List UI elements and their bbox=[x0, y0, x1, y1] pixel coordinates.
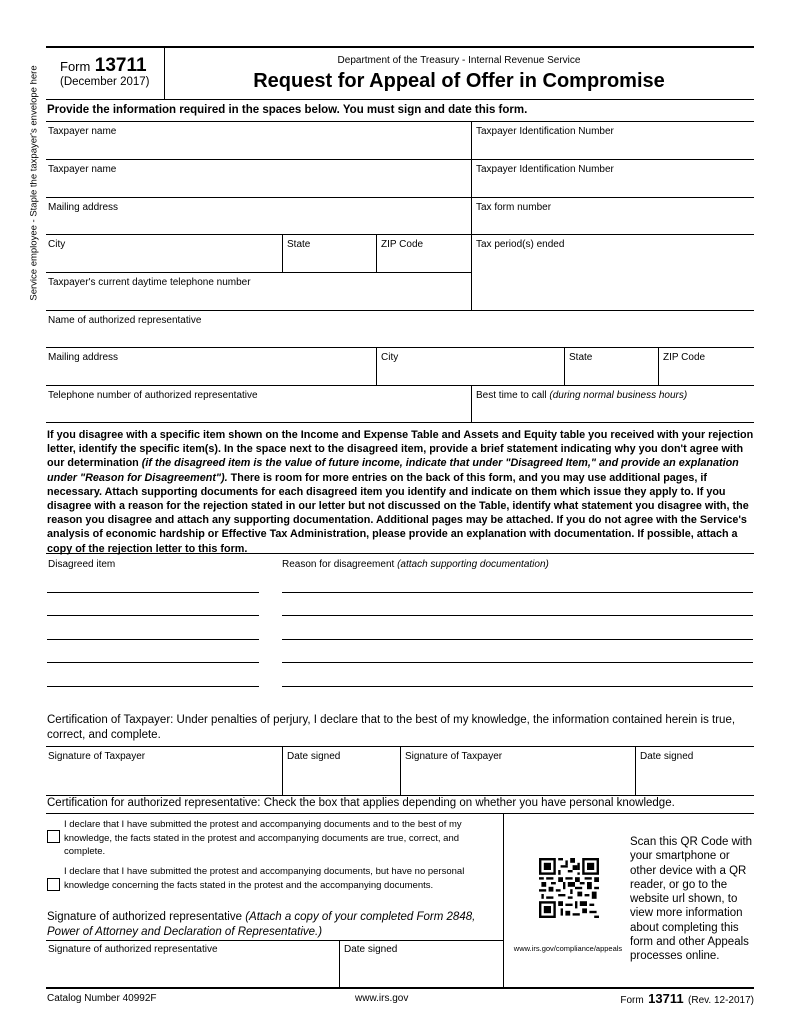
reason-line[interactable] bbox=[282, 639, 753, 640]
rep-name-label: Name of authorized representative bbox=[48, 315, 202, 326]
reason-line[interactable] bbox=[282, 615, 753, 616]
instructions: Provide the information required in the spaces below. You must sign and date this form. bbox=[47, 104, 528, 116]
qr-code-icon bbox=[539, 858, 599, 918]
qr-instructions: Scan this QR Code with your smartphone or other device with a QR reader, or go to the website url shown, to view more information about completing this form and other Appeals processes online. bbox=[630, 836, 753, 963]
disagreement-instructions: If you disagree with a specific item shown on the Income and Expense Table and Assets and Equity table you received with your rejection letter, identify the specific item(s). In the space next to the disagreed item, provide a brief statement indicating why you don't agree with our determination (if the disagreed item is the value of future income, indicate that under "Disagreed Item," and provide an explanation under "Reason for Disagreement"). There is room for more entries on the back of this form, and you may use additional pages, if necessary. Attach supporting documents for each disagreed item you identify and indicate on them which issue they apply to. If you disagree with a reason for the rejection stated in our letter but not discussed on the Table, identify what statement you disagree with, the reason you disagree and attach any supporting documentation. Additional pages may be attached. If you do not agree with the Service's analysis of economic hardship or Effective Tax Administration, please provide an explanation with documentation. If possible, attach a copy of the rejection letter to this form. bbox=[47, 429, 754, 555]
page-title: Request for Appeal of Offer in Compromise bbox=[253, 70, 665, 92]
cert-rep-text: Certification for authorized representative: Check the box that applies depending on whether you have personal knowledge. bbox=[47, 797, 675, 809]
city-label: City bbox=[48, 239, 66, 250]
side-staple-note: Service employee - Staple the taxpayer's envelope here bbox=[28, 65, 40, 301]
option-no-knowledge-checkbox[interactable] bbox=[47, 878, 60, 891]
rep-zip-label: ZIP Code bbox=[663, 352, 706, 363]
disagreed-item-header: Disagreed item bbox=[48, 559, 116, 570]
taxpayer-date-1-label: Date signed bbox=[287, 751, 341, 762]
tax-form-number-label: Tax form number bbox=[476, 202, 552, 213]
taxpayer-name-1-label: Taxpayer name bbox=[48, 126, 117, 137]
best-time-label: Best time to call (during normal business hours) bbox=[476, 390, 688, 401]
cert-taxpayer-text: Certification of Taxpayer: Under penalties of perjury, I declare that to the best of my knowledge, the information contained herein is true, correct, and complete. bbox=[47, 714, 736, 741]
disagreed-item-line[interactable] bbox=[47, 592, 259, 593]
rep-signature-label: Signature of authorized representative bbox=[48, 944, 218, 955]
taxpayer-name-2-label: Taxpayer name bbox=[48, 164, 117, 175]
taxpayer-signature-2-label: Signature of Taxpayer bbox=[405, 751, 503, 762]
rep-city-label: City bbox=[381, 352, 399, 363]
taxpayer-signature-1-label: Signature of Taxpayer bbox=[48, 751, 146, 762]
state-label: State bbox=[287, 239, 311, 250]
disagreed-item-line[interactable] bbox=[47, 686, 259, 687]
form-word: Form bbox=[60, 59, 91, 74]
reason-header: Reason for disagreement (attach supporting documentation) bbox=[282, 559, 549, 570]
option-personal-knowledge-checkbox[interactable] bbox=[47, 830, 60, 843]
appeals-url[interactable]: www.irs.gov/compliance/appeals bbox=[513, 944, 623, 953]
tin-1-label: Taxpayer Identification Number bbox=[476, 126, 614, 137]
reason-line[interactable] bbox=[282, 662, 753, 663]
mailing-address-label: Mailing address bbox=[48, 202, 119, 213]
disagreed-item-line[interactable] bbox=[47, 662, 259, 663]
phone-label: Taxpayer's current daytime telephone number bbox=[48, 277, 251, 288]
footer-form-id: Form 13711 (Rev. 12-2017) bbox=[620, 991, 754, 1006]
catalog-number: Catalog Number 40992F bbox=[47, 993, 157, 1004]
agency-name: Department of the Treasury - Internal Revenue Service bbox=[337, 55, 581, 66]
rep-signature-note: Signature of authorized representative (Attach a copy of your completed Form 2848, Power of Attorney and Declaration of Representative.) bbox=[47, 911, 476, 938]
rep-date-label: Date signed bbox=[344, 944, 398, 955]
form-date: (December 2017) bbox=[60, 76, 150, 88]
disagreed-item-line[interactable] bbox=[47, 639, 259, 640]
rep-state-label: State bbox=[569, 352, 593, 363]
form-number-block bbox=[60, 55, 147, 77]
reason-line[interactable] bbox=[282, 686, 753, 687]
footer-site: www.irs.gov bbox=[355, 993, 409, 1004]
option-no-knowledge-text: I declare that I have submitted the protest and accompanying documents, but have no personal knowledge concerning the facts stated in the protest and the accompanying documents. bbox=[64, 866, 465, 891]
tax-periods-label: Tax period(s) ended bbox=[476, 239, 565, 250]
rep-mailing-label: Mailing address bbox=[48, 352, 119, 363]
form-number: 13711 bbox=[94, 55, 147, 76]
zip-label: ZIP Code bbox=[381, 239, 424, 250]
taxpayer-date-2-label: Date signed bbox=[640, 751, 694, 762]
tin-2-label: Taxpayer Identification Number bbox=[476, 164, 614, 175]
rep-phone-label: Telephone number of authorized representative bbox=[48, 390, 258, 401]
disagreed-item-line[interactable] bbox=[47, 615, 259, 616]
option-personal-knowledge-text: I declare that I have submitted the protest and accompanying documents and to the best of my knowledge, the facts stated in the protest and accompanying documents are true, correct, and complete. bbox=[64, 819, 462, 857]
reason-line[interactable] bbox=[282, 592, 753, 593]
